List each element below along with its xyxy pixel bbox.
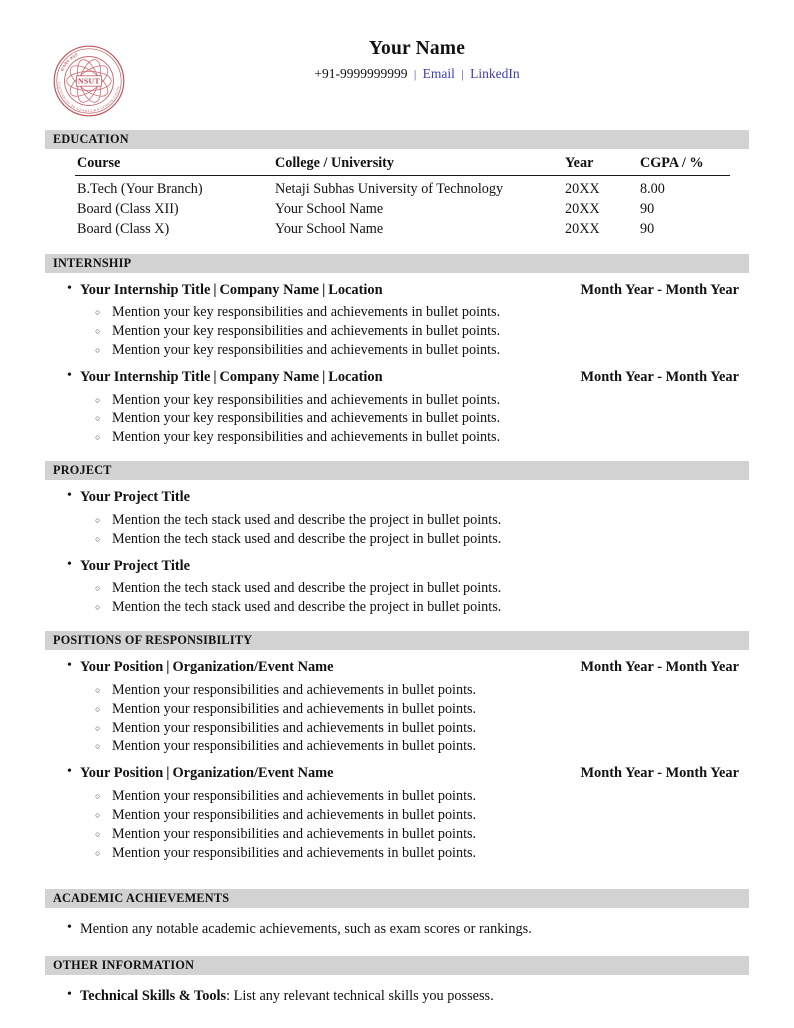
entry-title: • Your Project Title: [80, 489, 191, 506]
cell-college: Netaji Subhas University of Technology: [275, 181, 504, 197]
positions-section-body: [45, 658, 749, 862]
list-item: ○ Mention your responsibilities and achievements in bullet points.: [80, 681, 749, 700]
list-item: ○ Mention the tech stack used and describe the project in bullet points.: [80, 511, 749, 530]
entry-title-part: Your Internship Title: [80, 281, 211, 298]
list-item: ○ Mention your responsibilities and achievements in bullet points.: [80, 737, 749, 756]
entry-title-part: Company Name: [219, 281, 320, 298]
cell-course: Board (Class X): [77, 221, 170, 237]
svg-text:NETAJI SUBHAS UNIVERSITY OF TE: NETAJI SUBHAS UNIVERSITY OF TECHNOLOGY: [57, 80, 121, 113]
education-section-body: [45, 149, 749, 240]
contact-separator-1: |: [413, 67, 417, 82]
entry-title: • Your Internship Title | Company Name | Location: [80, 368, 383, 385]
entry-bullet-list: [80, 787, 749, 863]
list-item: ○ Mention the tech stack used and describe the project in bullet points.: [80, 579, 749, 598]
other-information-list: [45, 987, 749, 1006]
nsut-seal-logo-icon: [52, 44, 126, 118]
skills-label: Technical Skills & Tools: [80, 987, 227, 1004]
column-header-year: Year: [565, 155, 640, 176]
list-item: ○ Mention your key responsibilities and achievements in bullet points.: [80, 428, 749, 447]
cell-year: 20XX: [565, 181, 600, 197]
list-item: ○ Mention your key responsibilities and achievements in bullet points.: [80, 391, 749, 410]
list-item: [45, 987, 749, 1006]
entry-header: [80, 658, 749, 677]
email-link[interactable]: Email: [422, 66, 455, 82]
list-item: [45, 557, 749, 617]
resume-header: [45, 38, 749, 130]
entry-dates: Month Year - Month Year: [580, 765, 739, 782]
internship-section-body: [45, 281, 749, 448]
entry-title-part: Company Name: [219, 368, 320, 385]
cell-year: 20XX: [565, 201, 600, 217]
cell-cgpa: 90: [640, 221, 655, 237]
list-item: ○ Mention your responsibilities and achievements in bullet points.: [80, 806, 749, 825]
project-entry-list: [45, 488, 749, 617]
section-heading-internship: INTERNSHIP: [45, 254, 749, 273]
cell-college: Your School Name: [275, 201, 384, 217]
list-item: ○ Mention your key responsibilities and achievements in bullet points.: [80, 322, 749, 341]
list-item: ○ Mention your key responsibilities and achievements in bullet points.: [80, 341, 749, 360]
list-item: [45, 368, 749, 447]
entry-bullet-list: [80, 681, 749, 757]
section-heading-positions-of-responsibility: POSITIONS OF RESPONSIBILITY: [45, 631, 749, 650]
education-table: [75, 155, 730, 240]
phone-number: +91-9999999999: [314, 66, 408, 82]
entry-title: • Your Position | Organization/Event Name: [80, 659, 334, 676]
column-header-college: College / University: [275, 155, 565, 176]
list-item: [45, 281, 749, 360]
candidate-name: Your Name: [368, 38, 466, 59]
svg-text:NSUT: NSUT: [77, 76, 101, 86]
entry-header: [80, 368, 749, 387]
cell-college: Your School Name: [275, 221, 384, 237]
cell-cgpa: 90: [640, 201, 655, 217]
cell-cgpa: 8.00: [640, 181, 665, 197]
section-heading-other-information: OTHER INFORMATION: [45, 956, 749, 975]
entry-title-part: Your Position: [80, 765, 164, 782]
table-row: [75, 220, 730, 240]
list-item: ○ Mention your responsibilities and achievements in bullet points.: [80, 700, 749, 719]
list-item: ○ Mention your responsibilities and achievements in bullet points.: [80, 825, 749, 844]
entry-title-part: Organization/Event Name: [172, 659, 334, 676]
entry-title: • Your Position | Organization/Event Name: [80, 765, 334, 782]
column-header-course: Course: [75, 155, 275, 176]
linkedin-link[interactable]: LinkedIn: [470, 66, 520, 82]
column-header-cgpa: CGPA / %: [640, 155, 730, 176]
list-item: ○ Mention your responsibilities and achievements in bullet points.: [80, 844, 749, 863]
list-item: ○ Mention your responsibilities and achievements in bullet points.: [80, 787, 749, 806]
entry-bullet-list: [80, 511, 749, 549]
entry-title: • Your Internship Title | Company Name | Location: [80, 281, 383, 298]
list-item: ○ Mention the tech stack used and describe the project in bullet points.: [80, 530, 749, 549]
education-table-header-row: [75, 155, 730, 176]
table-row: [75, 176, 730, 200]
academic-achievements-list: [45, 920, 749, 939]
entry-title-part: Organization/Event Name: [172, 765, 334, 782]
section-heading-academic-achievements: ACADEMIC ACHIEVEMENTS: [45, 889, 749, 908]
entry-title-part: Location: [328, 368, 383, 385]
skills-text: : List any relevant technical skills you possess.: [226, 987, 494, 1004]
contact-line: [85, 66, 749, 82]
list-item: [45, 764, 749, 862]
entry-title-part: Location: [328, 281, 383, 298]
entry-bullet-list: [80, 391, 749, 448]
section-heading-project: PROJECT: [45, 461, 749, 480]
list-item: ○ Mention your responsibilities and achievements in bullet points.: [80, 719, 749, 738]
entry-dates: Month Year - Month Year: [580, 281, 739, 298]
entry-title-part: Your Internship Title: [80, 368, 211, 385]
list-item: [45, 658, 749, 756]
entry-dates: Month Year - Month Year: [580, 368, 739, 385]
other-information-section-body: [45, 987, 749, 1006]
entry-title: • Your Project Title: [80, 557, 191, 574]
table-row: [75, 200, 730, 220]
project-section-body: [45, 488, 749, 617]
internship-entry-list: [45, 281, 749, 448]
list-item: [45, 488, 749, 548]
section-heading-education: EDUCATION: [45, 130, 749, 149]
entry-header: [80, 557, 749, 576]
list-item: • Mention any notable academic achievements, such as exam scores or rankings.: [45, 920, 749, 939]
entry-bullet-list: [80, 303, 749, 360]
cell-year: 20XX: [565, 221, 600, 237]
svg-text:सत्यमेव जयते: सत्यमेव जयते: [59, 52, 79, 73]
list-item: ○ Mention the tech stack used and describe the project in bullet points.: [80, 598, 749, 617]
entry-title-part: Your Position: [80, 659, 164, 676]
entry-bullet-list: [80, 579, 749, 617]
list-item: ○ Mention your key responsibilities and achievements in bullet points.: [80, 409, 749, 428]
contact-separator-2: |: [461, 67, 464, 82]
entry-header: [80, 281, 749, 300]
cell-course: B.Tech (Your Branch): [77, 181, 203, 197]
entry-dates: Month Year - Month Year: [580, 659, 739, 676]
entry-header: [80, 488, 749, 507]
positions-entry-list: [45, 658, 749, 862]
list-item: ○ Mention your key responsibilities and achievements in bullet points.: [80, 303, 749, 322]
academic-achievements-section-body: [45, 920, 749, 939]
cell-course: Board (Class XII): [77, 201, 179, 217]
entry-header: [80, 764, 749, 783]
